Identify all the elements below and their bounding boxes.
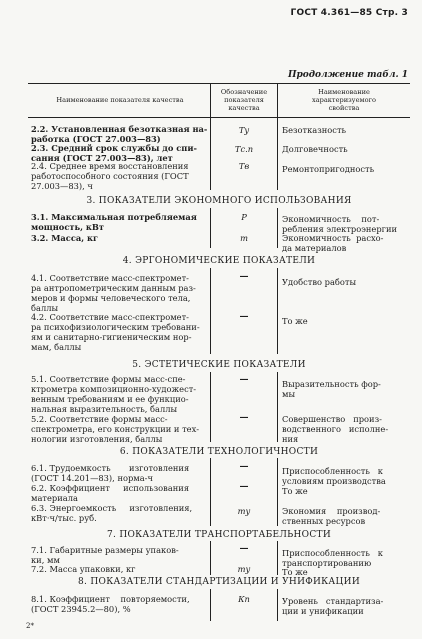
row-property: То же (282, 316, 308, 326)
row-property: То же (282, 567, 308, 577)
section-title: 3. ПОКАЗАТЕЛИ ЭКОНОМНОГО ИСПОЛЬЗОВАНИЯ (86, 196, 352, 206)
col-divider (210, 589, 211, 621)
row-property: Удобство работы (282, 277, 357, 287)
row-name: 7.1. Габаритные размеры упаков- ки, мм (31, 545, 179, 565)
row-name: 6.1. Трудоемкость изготовления (ГОСТ 14.201—83), норма-ч (31, 463, 190, 483)
row-property: Приспособленность к транспортированию (282, 548, 383, 568)
section-title: 5. ЭСТЕТИЧЕСКИЕ ПОКАЗАТЕЛИ (132, 360, 306, 370)
row-symbol: Тс.п (234, 144, 254, 154)
row-name: 2.3. Средний срок службы до спи- сания (ГОСТ 27.003—83), лет (31, 143, 197, 163)
col-divider (277, 541, 278, 575)
row-symbol: Кп (238, 594, 250, 604)
section-title: 8. ПОКАЗАТЕЛИ СТАНДАРТИЗАЦИИ И УНИФИКАЦИИ (78, 577, 360, 587)
row-property: Приспособленность к условиям производства (282, 466, 386, 486)
page-footer-mark: 2* (26, 622, 34, 630)
col-divider (277, 458, 278, 526)
col-divider (277, 268, 278, 354)
col-divider (210, 208, 211, 248)
table-top-rule (28, 83, 410, 84)
row-symbol: m (240, 233, 248, 243)
col-divider (210, 372, 211, 442)
row-name: 2.4. Среднее время восстановления работоспособного состояния (ГОСТ 27.003—83), ч (31, 161, 189, 191)
row-symbol: Тв (238, 161, 250, 171)
row-name: 5.1. Соответствие формы масс-спе- ктрометра композиционно-художест- венным требованиям и ее функцио- нальная выразительность, баллы (31, 374, 197, 414)
row-name: 4.1. Соответствие масс-спектромет- ра антропометрическим данным раз- меров и формы человеческого тела, баллы (31, 273, 196, 313)
col-head-property: Наименование характеризуемого свойства (312, 88, 376, 112)
section-title: 4. ЭРГОНОМИЧЕСКИЕ ПОКАЗАТЕЛИ (122, 256, 316, 266)
row-name: 2.2. Установленная безотказная на- работка (ГОСТ 27.003—83) (31, 124, 208, 144)
row-symbol: — (239, 462, 249, 472)
row-property: Экономия производ- ственных ресурсов (282, 506, 381, 526)
table-continuation: Продолжение табл. 1 (287, 70, 408, 80)
row-symbol: mу (237, 506, 251, 516)
row-property: Экономичность расхо- да материалов (282, 233, 384, 253)
row-symbol: — (239, 375, 249, 385)
row-symbol: — (239, 413, 249, 423)
row-property: Экономичность пот- ребления электроэнергии (282, 214, 398, 234)
row-name: 6.2. Коэффициент использования материала (31, 483, 190, 503)
row-symbol: Ту (238, 125, 250, 135)
row-property: Уровень стандартиза- ции и унификации (282, 596, 384, 616)
col-head-symbol: Обозначение показателя качества (220, 88, 268, 112)
row-symbol: mу (237, 564, 251, 574)
row-property: Долговечность (282, 144, 348, 154)
row-property: Ремонтопригодность (282, 164, 375, 174)
row-name: 3.2. Масса, кг (31, 233, 99, 243)
section-title: 7. ПОКАЗАТЕЛИ ТРАНСПОРТАБЕЛЬНОСТИ (106, 530, 331, 540)
col-divider (210, 541, 211, 575)
col-divider (277, 208, 278, 248)
col-head-name: Наименование показателя качества (56, 96, 184, 104)
row-property: Безотказность (282, 125, 347, 135)
row-name: 3.1. Максимальная потребляемая мощность, кВт (31, 212, 197, 232)
col-divider (210, 458, 211, 526)
col-divider (210, 268, 211, 354)
row-name: 7.2. Масса упаковки, кг (31, 564, 136, 574)
row-name: 5.2. Соответствие формы масс- спектрометра, его конструкции и тех- нологии изготовления, баллы (31, 414, 200, 444)
row-name: 6.3. Энергоемкость изготовления, кВт·ч/тыс. руб. (31, 503, 193, 523)
col-divider (277, 372, 278, 442)
col-divider (277, 589, 278, 621)
row-symbol: — (239, 272, 249, 282)
row-property: Совершенство произ- водственного исполне- ния (282, 414, 389, 444)
page-header: ГОСТ 4.361—85 Стр. 3 (290, 8, 408, 18)
row-name: 8.1. Коэффициент повторяемости, (ГОСТ 23945.2—80), % (31, 594, 190, 614)
col-divider (277, 83, 278, 190)
section-title: 6. ПОКАЗАТЕЛИ ТЕХНОЛОГИЧНОСТИ (119, 447, 319, 457)
col-divider (210, 83, 211, 190)
row-symbol: — (239, 544, 249, 554)
row-symbol: — (239, 482, 249, 492)
row-symbol: Р (241, 212, 247, 222)
row-property: То же (282, 486, 308, 496)
row-property: Выразительность фор- мы (282, 379, 381, 399)
row-name: 4.2. Соответствие масс-спектромет- ра психофизиологическим требовани- ям и санитарно-гигиеническим нор- мам, баллы (31, 312, 200, 352)
row-symbol: — (239, 312, 249, 322)
table-head-rule (28, 117, 410, 118)
